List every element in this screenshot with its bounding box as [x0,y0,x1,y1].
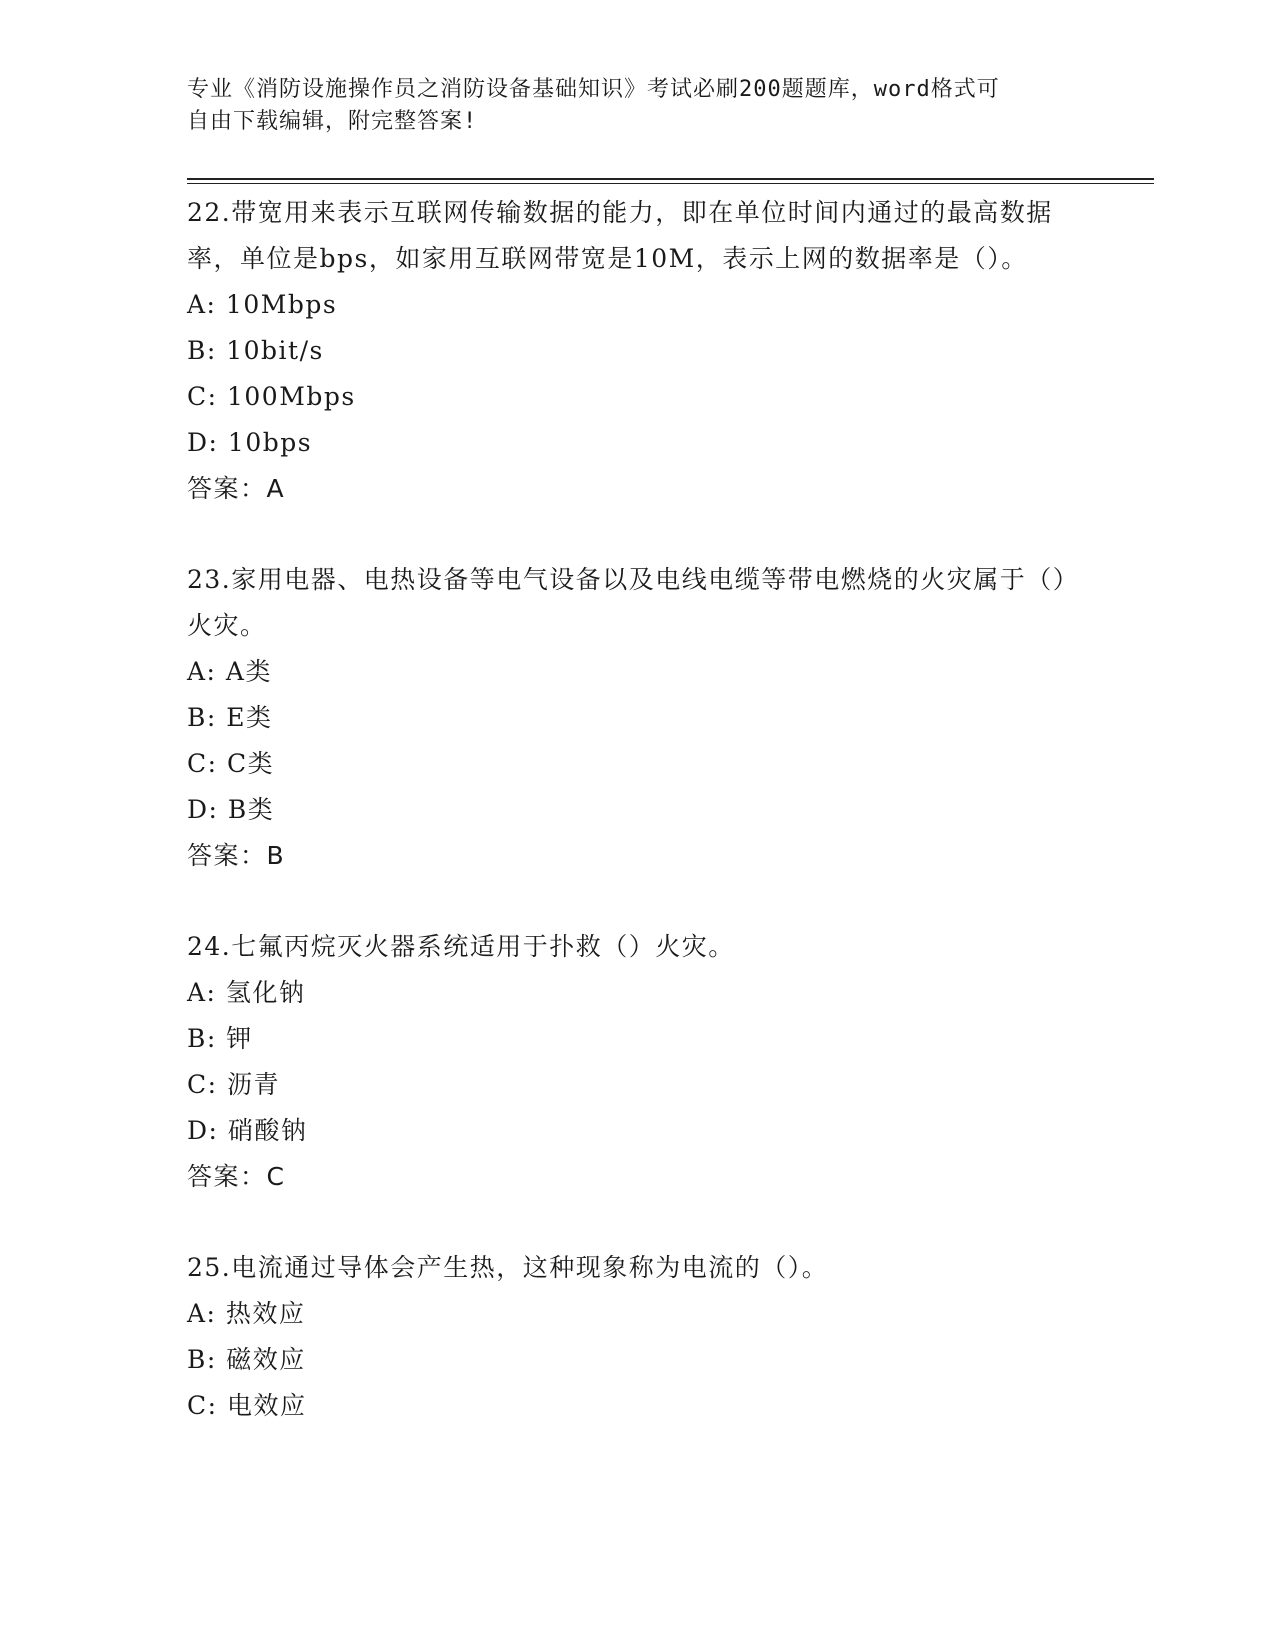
answer: 答案：A [187,474,286,503]
option-a: A: 氢化钠 [187,978,306,1007]
question-24 [187,924,1087,1200]
option-b: B: 磁效应 [187,1345,306,1374]
question-text: 25.电流通过导体会产生热，这种现象称为电流的（）。 [187,1253,829,1282]
option-d: D: 10bps [187,428,313,457]
option-a: A: 10Mbps [187,290,338,319]
option-a: A: A类 [187,657,272,686]
answer: 答案：C [187,1162,286,1191]
option-b: B: E类 [187,703,273,732]
header-line-2: 自由下载编辑，附完整答案! [187,109,478,134]
question-text: 24.七氟丙烷灭火器系统适用于扑救（）火灾。 [187,932,735,961]
header-divider [187,178,1154,180]
option-c: C: 沥青 [187,1070,280,1099]
option-c: C: 100Mbps [187,382,356,411]
answer: 答案：B [187,841,286,870]
question-25 [187,1245,1087,1429]
question-23 [187,557,1087,879]
document-header [187,74,1067,138]
option-b: B: 10bit/s [187,336,324,365]
option-b: B: 钾 [187,1024,253,1053]
option-c: C: C类 [187,749,275,778]
question-list [187,190,1087,1474]
option-d: D: 硝酸钠 [187,1116,308,1145]
question-text: 23.家用电器、电热设备等电气设备以及电线电缆等带电燃烧的火灾属于（）火灾。 [187,565,1080,640]
option-d: D: B类 [187,795,275,824]
header-divider-thin [187,183,1154,184]
option-c: C: 电效应 [187,1391,307,1420]
question-22 [187,190,1087,512]
question-text: 22.带宽用来表示互联网传输数据的能力，即在单位时间内通过的最高数据率，单位是bps，如家用互联网带宽是10M，表示上网的数据率是（）。 [187,198,1053,273]
option-a: A: 热效应 [187,1299,306,1328]
header-line-1: 专业《消防设施操作员之消防设备基础知识》考试必刷200题题库，word格式可 [187,77,1000,102]
